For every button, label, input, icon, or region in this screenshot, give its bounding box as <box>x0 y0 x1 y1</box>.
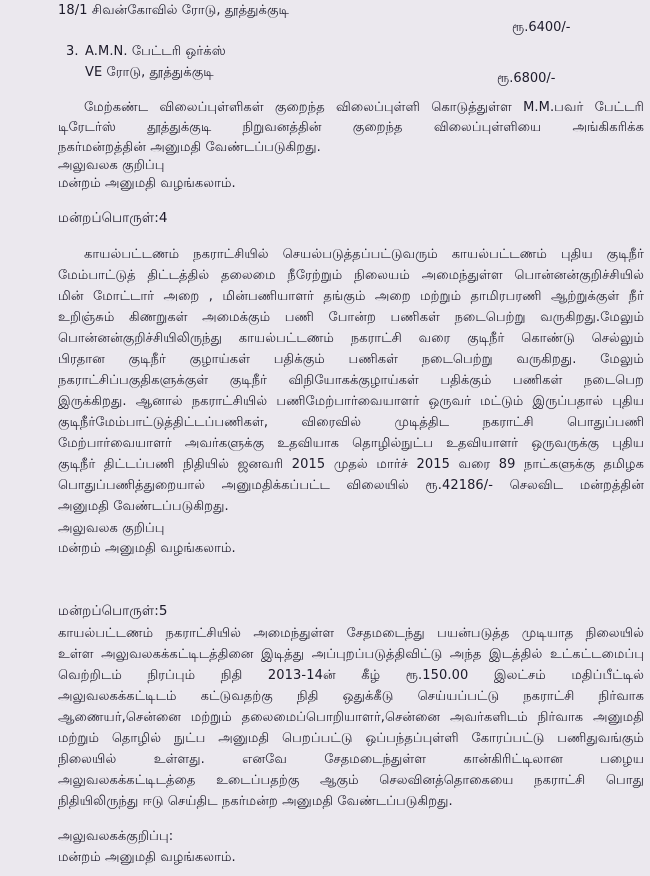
paragraph-line: டிரேடர்ஸ் தூத்துக்குடி நிறுவனத்தின் குறைந்த விலைப்புள்ளியை அங்கிகரிக்க <box>58 120 644 135</box>
paragraph-line: மேற்கண்ட விலைப்புள்ளிகள் குறைந்த விலைப்புள்ளி கொடுத்துள்ள M.M.பவர் பேட்டரி <box>84 100 644 115</box>
office-note-text: மன்றம் அனுமதி வழங்கலாம். <box>58 541 236 556</box>
item-4-line: குடிநீர்மேம்பாட்டுத்திட்டப்பணிகள், விரைவில் முடித்திட நகராட்சி பொதுப்பணி <box>58 415 644 430</box>
item-4-line: உறிஞ்சும் கிணறுகள் அமைக்கும் பணி போன்ற பணிகள் நடைபெற்று வருகிறது.மேலும் <box>58 310 644 325</box>
item-4-line: காயல்பட்டணம் நகராட்சியில் செயல்படுத்தப்பட்டுவரும் காயல்பட்டணம் புதிய குடிநீர் <box>84 247 644 262</box>
office-note-label: அலுவலக குறிப்பு <box>58 521 165 536</box>
entry-number: 3. <box>66 44 79 59</box>
item-4-line: இருக்கிறது. ஆனால் நகராட்சியில் பணிமேற்பார்வையாளர் ஒருவர் மட்டும் இருப்பதால் புதிய <box>58 394 644 409</box>
item-5-line: மற்றும் தொழில் நுட்ப அனுமதி பெறப்பட்டு ஒப்பந்தப்புள்ளி கோரப்பட்டு பணிதுவங்கும் <box>58 731 644 746</box>
item-4-line: மேற்பார்வையாளர் அவர்களுக்கு உதவியாக தொழில்நுட்ப உதவியாளர் ஒருவருக்கு புதிய <box>58 436 644 451</box>
item-5-line: ஆணையர்,சென்னை மற்றும் தலைமைப்பொறியாளர்,சென்னை அவர்களிடம் நிர்வாக அனுமதி <box>58 710 644 725</box>
item-5-line: நிதியிலிருந்து ஈடு செய்திட நகர்மன்ற அனுமதி வேண்டப்படுகிறது. <box>58 794 453 809</box>
office-note-text: மன்றம் அனுமதி வழங்கலாம். <box>58 850 236 865</box>
item-5-line: அலுவலகக்கட்டிடம் கட்டுவதற்கு நிதி ஒதுக்கீடு செய்யப்பட்டு நகராட்சி நிர்வாக <box>58 689 644 704</box>
item-4-heading: மன்றப்பொருள்:4 <box>58 210 168 226</box>
item-5-heading: மன்றப்பொருள்:5 <box>58 603 168 619</box>
entry-name: A.M.N. பேட்டரி ஒர்க்ஸ் <box>85 44 226 59</box>
item-4-line: பொன்னன்குறிச்சியிலிருந்து காயல்பட்டணம் நகராட்சி வரை குடிநீர் கொண்டு செல்லும் <box>58 331 644 346</box>
item-4-line: மேம்பாட்டுத் திட்டத்தில் தலைமை நீரேற்றும் நிலையம் அமைந்துள்ள பொன்னன்குறிச்சியில் <box>58 268 644 283</box>
item-5-line: காயல்பட்டணம் நகராட்சியில் அமைந்துள்ள சேதமடைந்து பயன்படுத்த முடியாத நிலையில் <box>58 626 644 641</box>
office-note-label: அலுவலக குறிப்பு <box>58 158 165 173</box>
item-4-line: நகராட்சிப்பகுதிகளுக்குள் குடிநீர் விநியோகக்குழாய்கள் பதிக்கும் பணிகள் நடைபெற <box>58 373 644 388</box>
item-4-line: மின் மோட்டார் அறை , மின்பணியாளர் தங்கும் அறை மற்றும் தாமிரபரணி ஆற்றுக்குள் நீர் <box>58 289 644 304</box>
office-note-text: மன்றம் அனுமதி வழங்கலாம். <box>58 176 236 191</box>
item-4-line: குடிநீர் திட்டப்பணி நிதியில் ஜனவரி 2015 முதல் மார்ச் 2015 வரை 89 நாட்களுக்கு தமிழக <box>58 457 644 472</box>
item-5-line: நிலையில் உள்ளது. எனவே சேதமடைந்துள்ள கான்கிரிட்டிலான பழைய <box>58 752 644 767</box>
entry-address: 18/1 சிவன்கோவில் ரோடு, தூத்துக்குடி <box>58 3 289 18</box>
item-5-line: வெற்றிடம் நிரப்பும் நிதி 2013-14ன் கீழ் ரூ.150.00 இலட்சம் மதிப்பீட்டில் <box>58 668 644 683</box>
item-4-line: பிரதான குடிநீர் குழாய்கள் பதிக்கும் பணிகள் நடைபெற்று வருகிறது. மேலும் <box>58 352 644 367</box>
item-5-line: உள்ள அலுவலகக்கட்டிடத்தினை இடித்து அப்புறப்படுத்திவிட்டு அந்த இடத்தில் உட்கட்டமைப்பு <box>58 647 644 662</box>
item-5-line: அலுவலகக்கட்டிடத்தை உடைப்பதற்கு ஆகும் செலவினத்தொகையை நகராட்சி பொது <box>58 773 644 788</box>
paragraph-line: நகர்மன்றத்தின் அனுமதி வேண்டப்படுகிறது. <box>58 140 321 155</box>
entry-address: VE ரோடு, தூத்துக்குடி <box>85 65 214 80</box>
office-note-label: அலுவலகக்குறிப்பு: <box>58 829 174 844</box>
entry-amount: ரூ.6400/- <box>512 20 571 35</box>
entry-amount: ரூ.6800/- <box>497 71 556 86</box>
item-4-line: பொதுப்பணித்துறையால் அனுமதிக்கப்பட்ட விலையில் ரூ.42186/- செலவிட மன்றத்தின் <box>58 478 644 493</box>
item-4-line: அனுமதி வேண்டப்படுகிறது. <box>58 499 229 514</box>
